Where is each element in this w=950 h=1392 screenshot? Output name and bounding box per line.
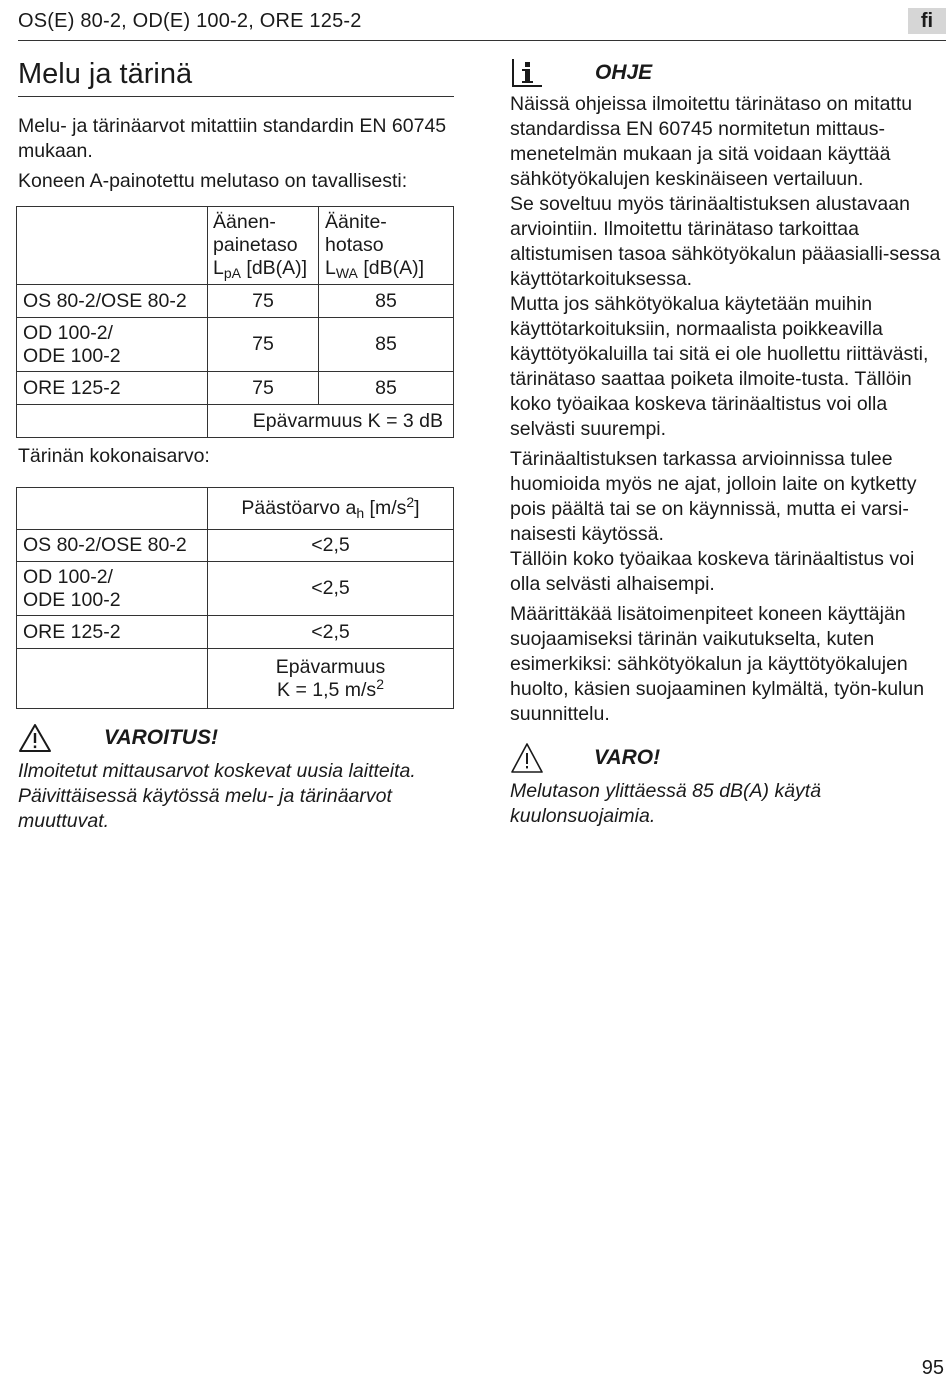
- model-cell: OS 80-2/OSE 80-2: [17, 530, 208, 562]
- vib-value-cell: <2,5: [208, 616, 454, 649]
- document-header: OS(E) 80-2, OD(E) 100-2, ORE 125-2: [18, 10, 362, 32]
- lwa-cell: 85: [319, 372, 454, 405]
- table-row: [17, 372, 454, 405]
- vib-value-cell: <2,5: [208, 530, 454, 562]
- table-row: [17, 649, 454, 709]
- model-cell: OD 100-2/ ODE 100-2: [17, 562, 208, 616]
- note-paragraph: Näissä ohjeissa ilmoitettu tärinätaso on mitattu standardissa EN 60745 normitetun mittaus-menetelmän mukaan ja sitä voidaan käyttää sähkötyökalujen keskinäiseen vertailuun.: [510, 93, 913, 190]
- vibration-table: [16, 487, 454, 709]
- empty-cell: [17, 649, 208, 709]
- right-column: [510, 56, 946, 829]
- noise-table: [16, 206, 454, 438]
- empty-cell: [17, 405, 208, 438]
- noise-table-empty-header: [17, 207, 208, 285]
- table-row: [17, 285, 454, 318]
- vib-value-cell: <2,5: [208, 562, 454, 616]
- note-paragraph: Mutta jos sähkötyökalua käytetään muihin käyttötarkoituksiin, normaalista poikkeavilla käyttötyökaluilla tai sitä ei ole huollettu riittävästi, tärinätaso saattaa poiketa ilmoite-tusta. Tällöin koko työaikaa koskeva tärinäaltistus voi olla selvästi suurempi.: [510, 293, 929, 440]
- vib-uncertainty: Epävarmuus K = 1,5 $m/s^2$: [208, 649, 454, 709]
- vib-table-empty-header: [17, 488, 208, 530]
- note-title: OHJE: [595, 61, 653, 84]
- table-row: [17, 562, 454, 616]
- noise-table-header-lwa: Äänite- hotaso $L_{WA}$ [dB(A)]: [319, 207, 454, 285]
- note-paragraph: Tällöin koko työaikaa koskeva tärinäaltistus voi olla selvästi alhaisempi.: [510, 548, 915, 595]
- page-number: 95: [921, 1357, 944, 1379]
- caution-title: VARO!: [594, 746, 661, 769]
- model-cell: ORE 125-2: [17, 372, 208, 405]
- noise-intro-text: Koneen A-painotettu melutaso on tavallisesti:: [18, 170, 408, 192]
- model-cell: OD 100-2/ ODE 100-2: [17, 318, 208, 372]
- lpa-cell: 75: [208, 372, 319, 405]
- warning-heading: [18, 723, 454, 753]
- language-badge: fi: [908, 8, 946, 34]
- note-paragraph: Se soveltuu myös tärinäaltistuksen alustavaan arviointiin. Ilmoitettu tärinätaso tarkoittaa altistumisen tasoa sähkötyökalun pääasialli-sessa käyttötarkoituksessa.: [510, 193, 941, 290]
- warning-triangle-icon: [18, 723, 52, 753]
- header-divider: [18, 40, 946, 41]
- caution-text: Melutason ylittäessä 85 dB(A) käytä kuulonsuojaimia.: [510, 780, 822, 827]
- lpa-cell: 75: [208, 285, 319, 318]
- vib-table-header: Päästöarvo $a_h$ $[m/s^2]$: [208, 488, 454, 530]
- warning-text: Ilmoitetut mittausarvot koskevat uusia laitteita. Päivittäisessä käytössä melu- ja tärinäarvot muuttuvat.: [18, 760, 416, 832]
- lwa-cell: 85: [319, 318, 454, 372]
- warning-title: VAROITUS!: [104, 726, 218, 749]
- intro-text: Melu- ja tärinäarvot mitattiin standardin EN 60745 mukaan.: [18, 115, 447, 162]
- note-paragraph: Määrittäkää lisätoimenpiteet koneen käyttäjän suojaamiseksi tärinän vaikutukselta, kuten esimerkiksi: sähkötyökalun ja käyttötyökalujen huolto, käsien suojaaminen kylmältä, työn-kulun suunnittelu.: [510, 603, 925, 725]
- table-row: [17, 318, 454, 372]
- info-icon: [510, 56, 544, 90]
- left-column: [18, 58, 454, 834]
- caution-heading: [510, 741, 946, 775]
- table-row: [17, 530, 454, 562]
- noise-uncertainty: Epävarmuus K = 3 dB: [208, 405, 454, 438]
- lwa-cell: 85: [319, 285, 454, 318]
- noise-table-header-lpa: Äänen- painetaso $L_{pA}$ [dB(A)]: [208, 207, 319, 285]
- table-row: [17, 616, 454, 649]
- note-paragraph: Tärinäaltistuksen tarkassa arvioinnissa tulee huomioida myös ne ajat, jolloin laite on kytketty pois päältä tai se on käynnissä, mutta ei varsi-naisesti käytössä.: [510, 448, 917, 545]
- table-row: [17, 405, 454, 438]
- lpa-cell: 75: [208, 318, 319, 372]
- note-heading: [510, 56, 946, 90]
- model-cell: ORE 125-2: [17, 616, 208, 649]
- section-heading: Melu ja tärinä: [18, 58, 454, 97]
- vibration-intro-text: Tärinän kokonaisarvo:: [18, 445, 210, 467]
- model-cell: OS 80-2/OSE 80-2: [17, 285, 208, 318]
- caution-triangle-icon: [510, 741, 544, 775]
